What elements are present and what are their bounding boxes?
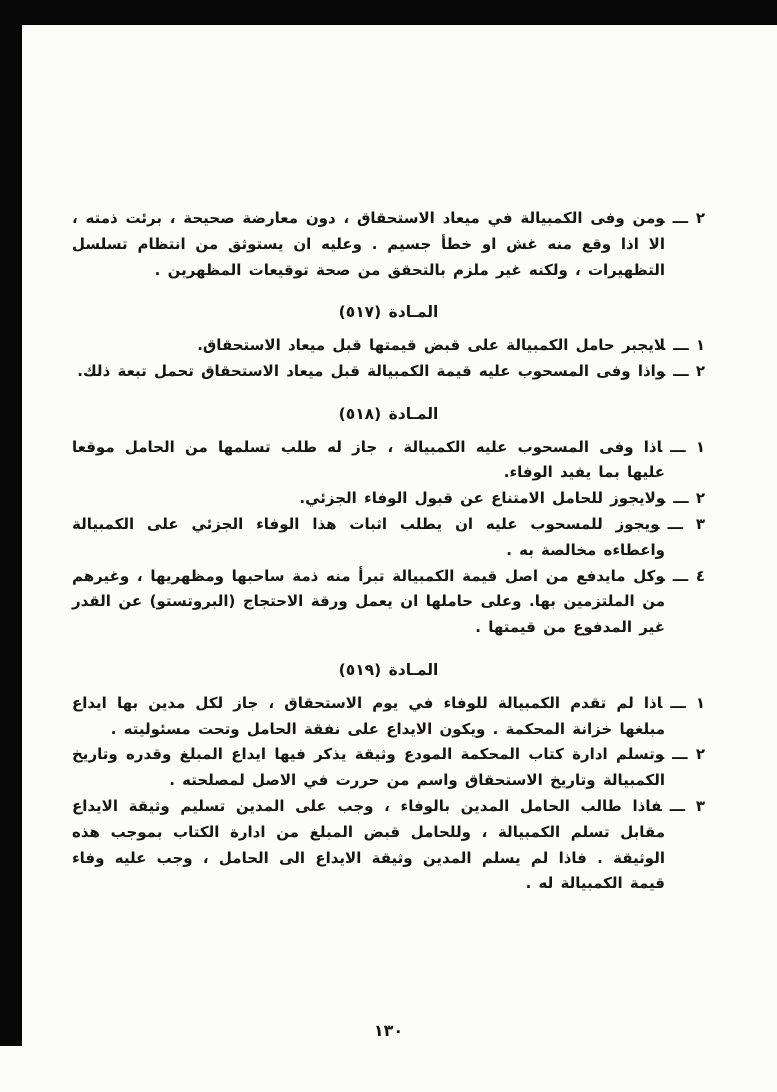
article-518-item-1: [72, 435, 705, 487]
document-body: [72, 206, 705, 897]
article-519-item-2: [72, 742, 705, 794]
item-text: اذا لم تقدم الكمبيالة للوفاء في يوم الاستحقاق ، جاز لكل مدين بها ايداع مبلغها خزانة المحكمة . ويكون الايداع على نفقة الحامل وتحت مسئوليته .: [72, 693, 665, 738]
item-text: فاذا طالب الحامل المدين بالوفاء ، وجب على المدين تسليم وثيقة الايداع مقابل تسلم الكمبيالة ، وللحامل قبض المبلغ من ادارة الكتاب بموجب هذه الوثيقة . فاذا لم يسلم المدين وثيقة الايداع الى الحامل ، وجب عليه وفاء قيمة الكمبيالة له .: [72, 796, 665, 893]
item-text: وكل مايدفع من اصل قيمة الكمبيالة تبرأ منه ذمة ساحبها ومظهريها ، وغيرهم من الملتزمين بها. وعلى حاملها ان يعمل ورقة الاحتجاج (البروتستو) عن القدر غير المدفوع من قيمتها .: [72, 566, 665, 637]
item-number-marker: ٤ ـــ: [672, 566, 705, 585]
article-518-heading: المـادة (٥١٨): [338, 404, 439, 423]
article-518-item-4: [72, 564, 705, 641]
article-518-item-2: [72, 486, 705, 512]
item-number-marker: ٣ ـــ: [667, 514, 705, 533]
item-number-marker: ٢ ـــ: [673, 361, 705, 380]
article-519-section: [72, 658, 705, 897]
item-number-marker: ٢ ـــ: [672, 209, 705, 227]
scan-artifact-top-edge: [0, 0, 777, 25]
continuation-paragraph: [72, 206, 705, 283]
item-number-marker: ٢ ـــ: [673, 489, 705, 508]
item-text: ولايجوز للحامل الامتناع عن قبول الوفاء الجزئي.: [299, 489, 666, 508]
article-519-item-1: [72, 691, 705, 743]
item-number-marker: ١ ـــ: [673, 336, 705, 355]
article-518-item-3: [72, 512, 705, 564]
scan-artifact-left-edge: [0, 0, 22, 1046]
item-number-marker: ٣ ـــ: [669, 796, 705, 815]
article-518-section: [72, 402, 705, 641]
item-text: واذا وفى المسحوب عليه قيمة الكمبيالة قبل ميعاد الاستحقاق تحمل تبعة ذلك.: [77, 361, 666, 380]
item-text: ويجوز للمسحوب عليه ان يطلب اثبات هذا الوفاء الجزئي على الكمبيالة واعطاءه مخالصة به .: [72, 514, 665, 559]
item-text: لايجبر حامل الكمبيالة على قبض قيمتها قبل ميعاد الاستحقاق.: [197, 336, 666, 355]
item-number-marker: ١ ـــ: [670, 693, 705, 712]
article-517-item-1: [72, 333, 705, 359]
article-517-section: [72, 300, 705, 384]
article-519-heading: المـادة (٥١٩): [338, 660, 439, 679]
article-517-item-2: [72, 359, 705, 385]
item-number-marker: ٢ ـــ: [672, 745, 705, 764]
item-number-marker: ١ ـــ: [670, 437, 705, 456]
article-517-heading: المـادة (٥١٧): [338, 303, 439, 322]
page-number: ١٣٠: [373, 1021, 404, 1040]
item-text: ومن وفى الكمبيالة في ميعاد الاستحقاق ، دون معارضة صحيحة ، برئت ذمته ، الا اذا وقع منه غش او خطأ جسيم . وعليه ان يستوثق من انتظام تسلسل التظهيرات ، ولكنه غير ملزم بالتحقق من صحة توقيعات المظهرين .: [72, 209, 665, 279]
item-text: وتسلم ادارة كتاب المحكمة المودع وثيقة يذكر فيها ايداع المبلغ وقدره وتاريخ الكمبيالة وتاريخ الاستحقاق واسم من حررت في الاصل لمصلحته .: [72, 745, 665, 790]
item-text: اذا وفى المسحوب عليه الكمبيالة ، جاز له طلب تسلمها من الحامل موقعا عليها بما يفيد الوفاء.: [72, 437, 665, 482]
article-519-item-3: [72, 794, 705, 897]
